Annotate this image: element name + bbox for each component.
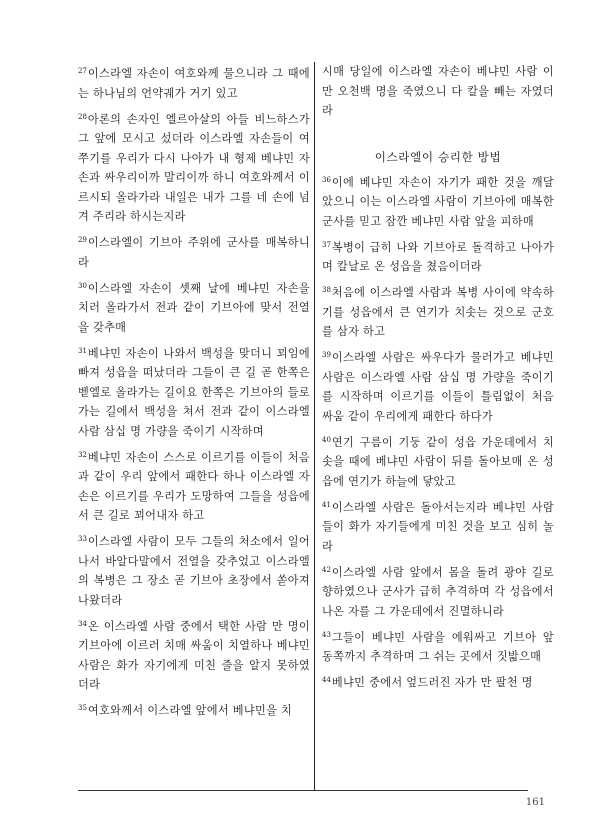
verse-43 <box>322 626 554 667</box>
verse-text: 이스라엘 자손이 여호와께 물으니라 그 때에는 하나님의 언약궤가 거기 있고 <box>78 67 310 100</box>
verse-text: 이에 베냐민 자손이 자기가 패한 것을 깨달았으니 이는 이스라엘 사람이 기브아에 매복한 군사를 믿고 잠깐 베냐민 사람 앞을 피하매 <box>322 175 554 228</box>
column-divider <box>314 62 315 790</box>
verse-text: 이스라엘이 기브아 주위에 군사를 매복하니라 <box>78 236 310 269</box>
verse-number: 32 <box>78 450 87 459</box>
verse-number: 34 <box>78 619 87 628</box>
verse-35 <box>78 699 310 721</box>
verse-27 <box>78 62 310 103</box>
verse-29 <box>78 231 310 272</box>
verse-text: 여호와께서 이스라엘 앞에서 베냐민을 치 <box>87 704 293 717</box>
verse-number: 38 <box>322 286 331 294</box>
verse-number: 40 <box>322 435 331 444</box>
verse-42 <box>322 561 554 622</box>
verse-41 <box>322 496 554 557</box>
verse-number: 33 <box>78 535 87 543</box>
verse-text: 온 이스라엘 사람 중에서 택한 사람 만 명이 기브아에 이르러 치매 싸움이 치열하나 베냐민 사람은 화가 자기에게 미친 줄을 알지 못하였더라 <box>78 619 310 691</box>
verse-number: 43 <box>322 630 331 639</box>
verse-number: 29 <box>78 236 87 244</box>
verse-38 <box>322 281 554 342</box>
section-heading: 이스라엘이 승리한 방법 <box>374 149 502 164</box>
verse-number: 28 <box>78 112 87 121</box>
verse-text: 연기 구름이 기둥 같이 성읍 가운데에서 치솟을 때에 베냐민 사람이 뒤를 돌아보매 온 성읍에 연기가 하늘에 닿았고 <box>322 435 554 488</box>
verse-text: 이스라엘 사람은 돌아서는지라 베냐민 사람들이 화가 자기들에게 미친 것을 보고 심히 놀라 <box>322 500 554 553</box>
verse-number: 42 <box>322 565 331 574</box>
verse-37 <box>322 236 554 277</box>
left-column <box>78 62 310 725</box>
verse-text: 이스라엘 사람 앞에서 몸을 돌려 광야 길로 향하였으나 군사가 급히 추격하며 각 성읍에서 나온 자를 그 가운데에서 진멸하니라 <box>322 565 554 618</box>
page-number: 161 <box>525 797 545 808</box>
verse-text: 그들이 베냐민 사람을 에워싸고 기브아 앞 동쪽까지 추격하며 그 쉬는 곳에서 짓밟으매 <box>322 630 554 663</box>
right-column <box>322 62 554 697</box>
verse-39 <box>322 346 554 426</box>
verse-number: 35 <box>78 704 87 712</box>
verse-32 <box>78 446 310 526</box>
verse-text: 베냐민 중에서 엎드러진 자가 만 팔천 명 <box>331 676 533 689</box>
verse-text: 아론의 손자인 엘르아살의 아들 비느하스가 그 앞에 모시고 섰더라 이스라엘 자손들이 여쭈기를 우리가 다시 나아가 내 형제 베냐민 자손과 싸우리이까 말리이까 하니 여호와께서 이르시되 올라가라 내일은 내가 그를 네 손에 넘겨 주리라 하시는지라 <box>78 112 310 223</box>
verse-number: 41 <box>322 500 331 509</box>
verse-40 <box>322 431 554 492</box>
verse-number: 27 <box>78 67 87 75</box>
verse-text: 이스라엘 사람은 싸우다가 물러가고 베냐민 사람은 이스라엘 사람 삼십 명 가량을 죽이기를 시작하며 이르기를 이들이 틀림없이 처음 싸움 같이 우리에게 패한다 하다가 <box>322 351 554 423</box>
footer-rule <box>78 790 528 791</box>
verse-text: 이스라엘 자손이 셋째 날에 베냐민 자손을 치러 올라가서 전과 같이 기브아에 맞서 전열을 갖추매 <box>78 281 310 334</box>
verse-36 <box>322 171 554 232</box>
verse-35-continued <box>322 62 554 121</box>
verse-number: 30 <box>78 281 87 290</box>
verse-28 <box>78 108 310 227</box>
verse-text: 처음에 이스라엘 사람과 복병 사이에 약속하기를 성읍에서 큰 연기가 치솟는 것으로 군호를 삼자 하고 <box>322 286 554 338</box>
verse-text: 베냐민 자손이 스스로 이르기를 이들이 처음과 같이 우리 앞에서 패한다 하나 이스라엘 자손은 이르기를 우리가 도망하여 그들을 성읍에서 큰 길로 꾀어내자 하고 <box>78 450 310 522</box>
verse-number: 36 <box>322 175 331 184</box>
verse-text: 이스라엘 사람이 모두 그들의 처소에서 일어나서 바알다말에서 전열을 갖추었고 이스라엘의 복병은 그 장소 곧 기브아 초장에서 쏟아져 나왔더라 <box>78 535 310 607</box>
verse-text: 시매 당일에 이스라엘 자손이 베냐민 사람 이만 오천백 명을 죽였으니 다 칼을 빼는 자였더라 <box>322 65 554 117</box>
verse-text: 복병이 급히 나와 기브아로 돌격하고 나아가며 칼날로 온 성읍을 쳤음이더라 <box>322 240 554 273</box>
verse-number: 31 <box>78 346 87 355</box>
verse-31 <box>78 342 310 442</box>
verse-34 <box>78 615 310 695</box>
verse-text: 베냐민 자손이 나와서 백성을 맞더니 꾀임에 빠져 성읍을 떠났더라 그들이 큰 길 곧 한쪽은 벧엘로 올라가는 길이요 한쪽은 기브아의 들로 가는 길에서 백성을 쳐서 전과 같이 이스라엘 사람 삼십 명 가량을 죽이기 시작하며 <box>78 346 310 438</box>
verse-number: 39 <box>322 351 331 359</box>
verse-30 <box>78 277 310 338</box>
verse-number: 37 <box>322 240 331 249</box>
verse-44 <box>322 671 554 693</box>
verse-33 <box>78 530 310 610</box>
verse-number: 44 <box>322 676 331 684</box>
